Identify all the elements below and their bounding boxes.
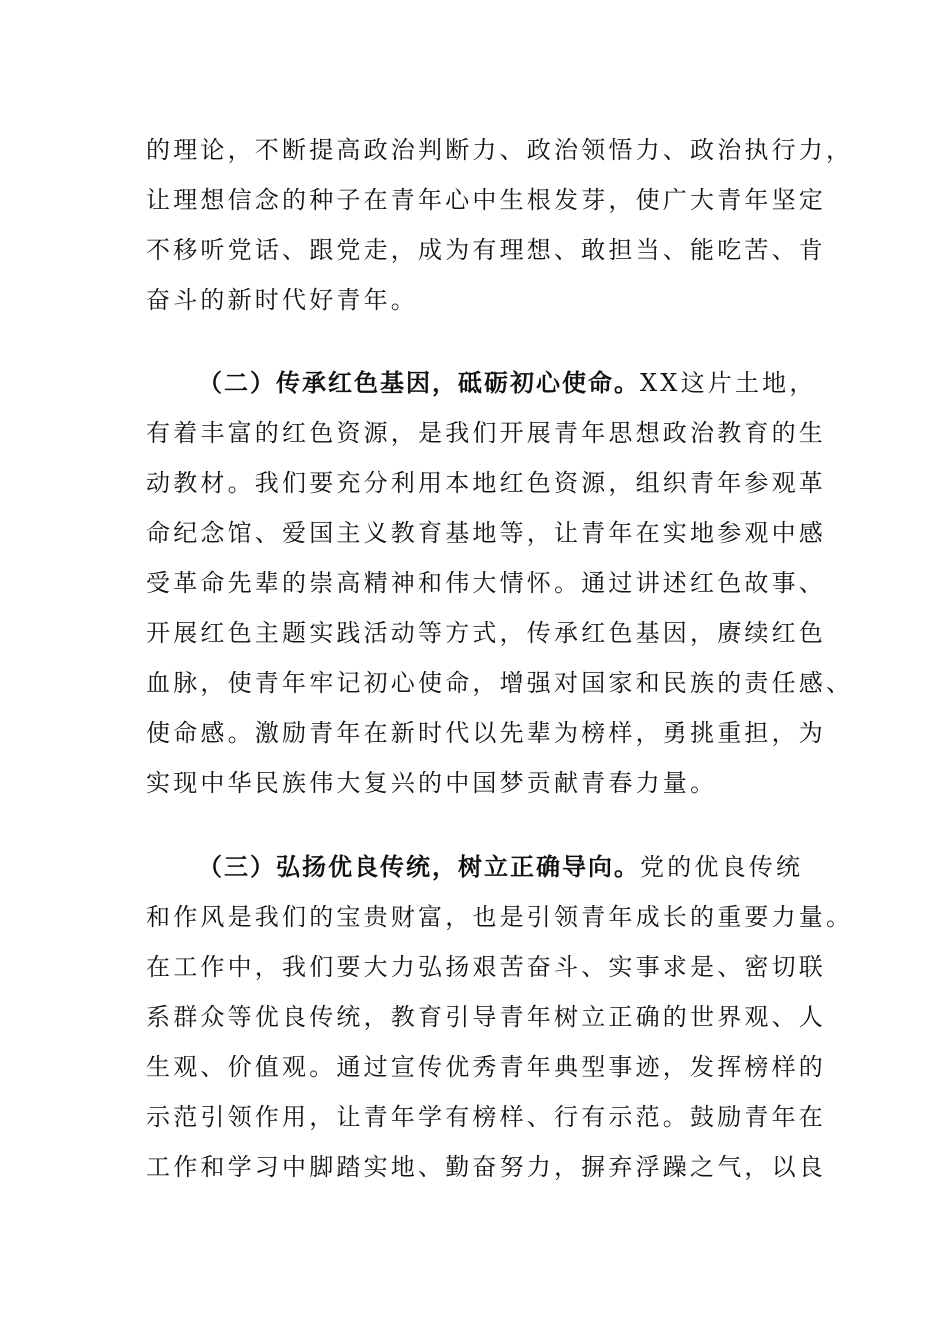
paragraph-line: 动教材。我们要充分利用本地红色资源，组织青年参观革 <box>146 469 826 497</box>
paragraph-line: 有着丰富的红色资源，是我们开展青年思想政治教育的生 <box>146 419 826 447</box>
paragraph-line: 让理想信念的种子在青年心中生根发芽，使广大青年坚定 <box>146 186 826 214</box>
paragraph-line: 的理论，不断提高政治判断力、政治领悟力、政治执行力， <box>146 136 854 164</box>
paragraph-line: 命纪念馆、爱国主义教育基地等，让青年在实地参观中感 <box>146 519 826 547</box>
paragraph-line: 示范引领作用，让青年学有榜样、行有示范。鼓励青年在 <box>146 1103 826 1131</box>
paragraph-line: 工作和学习中脚踏实地、勤奋努力，摒弃浮躁之气，以良 <box>146 1153 826 1181</box>
paragraph-line: 奋斗的新时代好青年。 <box>146 286 418 314</box>
paragraph-1 <box>146 125 854 325</box>
paragraph-2 <box>146 358 854 808</box>
paragraph-first-line <box>146 358 817 408</box>
paragraph-3 <box>146 842 854 1192</box>
paragraph-line: 生观、价值观。通过宣传优秀青年典型事迹，发挥榜样的 <box>146 1053 826 1081</box>
paragraph-line: 血脉，使青年牢记初心使命，增强对国家和民族的责任感、 <box>146 669 854 697</box>
paragraph-line: 实现中华民族伟大复兴的中国梦贡献青春力量。 <box>146 769 718 797</box>
paragraph-line: 开展红色主题实践活动等方式，传承红色基因，赓续红色 <box>146 619 826 647</box>
paragraph-text: 党的优良传统 <box>640 853 804 881</box>
section-heading: （二）传承红色基因，砥砺初心使命。 <box>198 368 640 397</box>
paragraph-line: 系群众等优良传统，教育引导青年树立正确的世界观、人 <box>146 1003 826 1031</box>
paragraph-line: 不移听党话、跟党走，成为有理想、敢担当、能吃苦、肯 <box>146 236 826 264</box>
paragraph-line: 和作风是我们的宝贵财富，也是引领青年成长的重要力量。 <box>146 903 854 931</box>
paragraph-line: 在工作中，我们要大力弘扬艰苦奋斗、实事求是、密切联 <box>146 953 826 981</box>
paragraph-line: 受革命先辈的崇高精神和伟大情怀。通过讲述红色故事、 <box>146 569 826 597</box>
paragraph-text: XX这片土地， <box>640 369 817 397</box>
paragraph-line: 使命感。激励青年在新时代以先辈为榜样，勇挑重担，为 <box>146 719 826 747</box>
section-heading: （三）弘扬优良传统，树立正确导向。 <box>198 852 640 881</box>
paragraph-first-line <box>146 842 806 892</box>
